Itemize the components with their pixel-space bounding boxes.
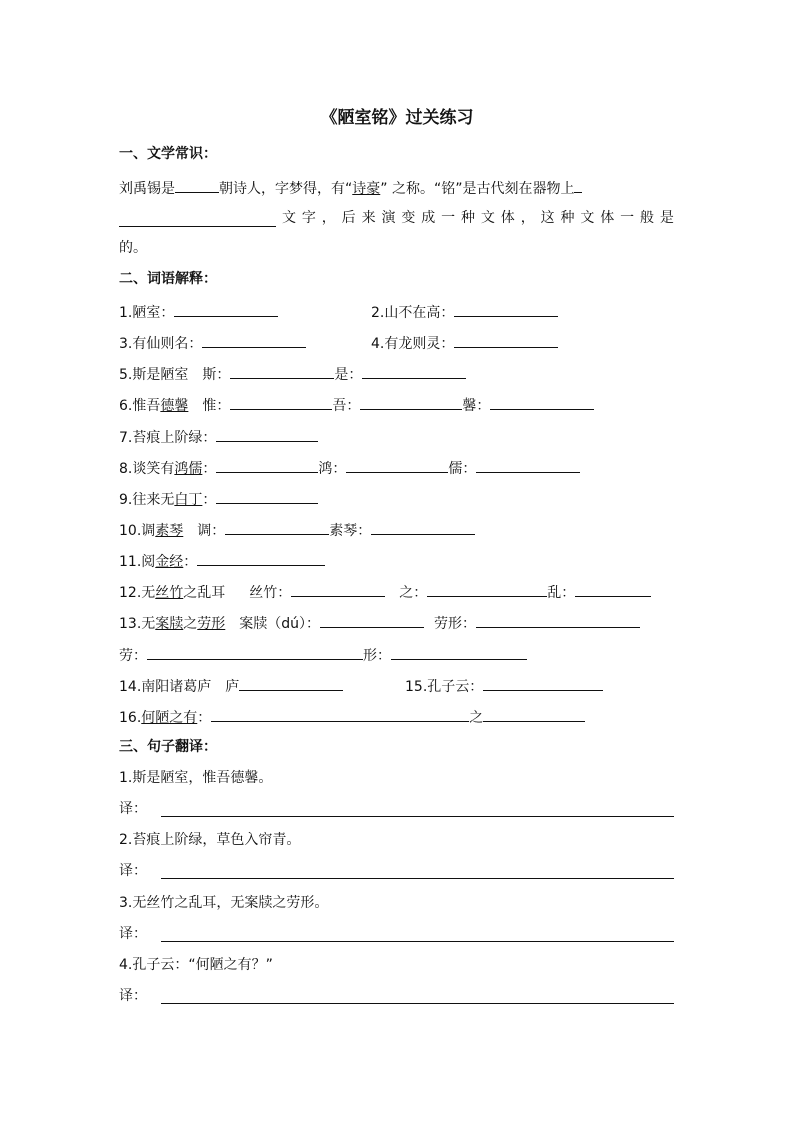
vocab-label: 3.有仙则名：: [119, 336, 203, 352]
vocab-item-15: [405, 675, 603, 697]
answer-blank[interactable]: [216, 426, 318, 442]
translation-question-4: 4.孔子云：“何陋之有？”: [119, 957, 273, 973]
literature-char: 文: [480, 210, 495, 226]
literature-char: 是: [659, 210, 674, 226]
section-heading-vocabulary: 二、词语解释：: [119, 271, 217, 287]
answer-blank[interactable]: [202, 332, 306, 348]
underlined-term: 诗豪: [352, 181, 381, 197]
vocab-item-1: [119, 301, 278, 323]
answer-blank[interactable]: [454, 301, 558, 317]
answer-blank[interactable]: [216, 457, 318, 473]
answer-blank[interactable]: [371, 519, 475, 535]
underlined-term: 丝竹: [155, 585, 184, 601]
vocab-label: 鸿：: [318, 461, 347, 477]
vocab-label: 之: [469, 710, 484, 726]
page-title: 《陋室铭》过关练习: [320, 108, 474, 128]
vocab-label: 儒：: [448, 461, 477, 477]
underlined-term: 白丁: [174, 492, 203, 508]
answer-blank[interactable]: [239, 675, 343, 691]
translation-question-3: 3.无丝竹之乱耳，无案牍之劳形。: [119, 895, 329, 911]
answer-blank[interactable]: [211, 706, 469, 722]
underlined-term: 何陋之有: [141, 710, 198, 726]
literature-char: 这: [540, 210, 555, 226]
literature-char: 种: [461, 210, 476, 226]
answer-blank[interactable]: [320, 612, 424, 628]
vocab-label: 调：: [183, 523, 226, 539]
answer-blank[interactable]: [574, 177, 582, 193]
vocab-label: ：: [202, 461, 217, 477]
vocab-label: 14.南阳诸葛庐 庐: [119, 679, 240, 695]
vocab-item-10: [119, 519, 475, 541]
literature-char: 来: [361, 210, 376, 226]
literature-char: 体: [500, 210, 515, 226]
vocab-label: 乱：: [547, 585, 576, 601]
vocab-label: 劳：: [119, 648, 147, 664]
translation-answer-line[interactable]: [161, 878, 674, 879]
translation-label: 译：: [119, 863, 147, 879]
vocab-label: 16.: [119, 710, 142, 726]
literature-char: 体: [600, 210, 615, 226]
vocab-label: 5.斯是陋室 斯：: [119, 367, 231, 383]
literature-char: ，: [520, 210, 535, 226]
literature-text: 刘禹锡是: [119, 181, 175, 197]
vocab-label: 12.无: [119, 585, 156, 601]
vocab-item-12: [119, 581, 651, 603]
translation-question-1: 1.斯是陋室，惟吾德馨。: [119, 770, 273, 786]
answer-blank[interactable]: [483, 675, 603, 691]
answer-blank[interactable]: [391, 644, 527, 660]
answer-blank[interactable]: [454, 332, 558, 348]
vocab-label: 11.阅: [119, 554, 156, 570]
literature-char: 文: [282, 210, 296, 226]
answer-blank[interactable]: [483, 706, 585, 722]
answer-blank[interactable]: [216, 488, 318, 504]
vocab-label: 之: [183, 616, 198, 632]
vocab-label: 7.苔痕上阶绿：: [119, 430, 217, 446]
vocab-label: 9.往来无: [119, 492, 175, 508]
vocab-item-3: [119, 332, 306, 354]
underlined-term: 案牍: [155, 616, 184, 632]
underlined-term: 德馨: [160, 398, 189, 414]
vocab-item-13: [119, 612, 640, 634]
answer-blank[interactable]: [362, 363, 466, 379]
vocab-label: 吾：: [332, 398, 361, 414]
answer-blank[interactable]: [119, 211, 276, 227]
section-heading-literature: 一、文学常识：: [119, 146, 217, 162]
literature-line-3: 的。: [119, 240, 147, 256]
vocab-item-5: [119, 363, 466, 385]
vocab-item-11: [119, 550, 325, 572]
answer-blank[interactable]: [490, 394, 594, 410]
literature-char: 演: [381, 210, 396, 226]
translation-label: 译：: [119, 801, 147, 817]
translation-label: 译：: [119, 988, 147, 1004]
translation-question-2: 2.苔痕上阶绿，草色入帘青。: [119, 832, 301, 848]
vocab-label: ：: [183, 554, 198, 570]
vocab-label: 案牍（dú）：: [239, 616, 321, 632]
answer-blank[interactable]: [174, 301, 278, 317]
vocab-label: 4.有龙则灵：: [371, 336, 455, 352]
vocab-label: 10.调: [119, 523, 156, 539]
underlined-term: 鸿儒: [174, 461, 203, 477]
literature-line-2: [119, 208, 674, 228]
vocab-item-13-continued: [119, 644, 527, 666]
vocab-item-7: [119, 426, 318, 448]
literature-char: 般: [640, 210, 655, 226]
literature-char: 文: [580, 210, 595, 226]
vocab-label: 2.山不在高：: [371, 305, 455, 321]
vocab-item-9: [119, 488, 318, 510]
vocab-item-4: [371, 332, 558, 354]
translation-answer-line[interactable]: [161, 941, 674, 942]
vocab-item-16: [119, 706, 585, 728]
underlined-term: 金经: [155, 554, 184, 570]
answer-blank[interactable]: [230, 363, 334, 379]
vocab-label: 6.惟吾: [119, 398, 161, 414]
vocab-item-6: [119, 394, 594, 416]
vocab-label: ：: [197, 710, 212, 726]
vocab-item-8: [119, 457, 580, 479]
answer-blank[interactable]: [197, 550, 325, 566]
underlined-term: 素琴: [155, 523, 184, 539]
answer-blank[interactable]: [575, 581, 651, 597]
vocab-label: 15.孔子云：: [405, 679, 484, 695]
answer-blank[interactable]: [230, 394, 332, 410]
answer-blank[interactable]: [360, 394, 462, 410]
answer-blank[interactable]: [346, 457, 448, 473]
literature-char: ，: [321, 210, 336, 226]
vocab-label: 1.陋室：: [119, 305, 175, 321]
literature-char: 变: [401, 210, 416, 226]
answer-blank[interactable]: [476, 457, 580, 473]
literature-char: 一: [620, 210, 635, 226]
literature-text: ” 之称。“铭”是古代刻在器物上: [380, 181, 575, 197]
vocab-label: 劳形：: [434, 616, 477, 632]
vocab-label: 形：: [363, 648, 391, 664]
vocab-item-2: [371, 301, 558, 323]
answer-blank[interactable]: [476, 612, 640, 628]
vocab-label: 素琴：: [329, 523, 372, 539]
translation-answer-line[interactable]: [161, 1003, 674, 1004]
literature-char: 后: [341, 210, 356, 226]
vocab-item-14: [119, 675, 343, 697]
vocab-label: 惟：: [188, 398, 231, 414]
answer-blank[interactable]: [147, 644, 363, 660]
vocab-label: 是：: [334, 367, 363, 383]
translation-label: 译：: [119, 926, 147, 942]
vocab-label: 之：: [399, 585, 428, 601]
answer-blank[interactable]: [225, 519, 329, 535]
underlined-term: 劳形: [197, 616, 226, 632]
vocab-label: 丝竹：: [249, 585, 292, 601]
vocab-label: 13.无: [119, 616, 156, 632]
literature-text: 朝诗人，字梦得，有“: [219, 181, 353, 197]
vocab-label: 8.谈笑有: [119, 461, 175, 477]
answer-blank[interactable]: [427, 581, 547, 597]
vocab-label: ：: [202, 492, 217, 508]
vocab-label: 之乱耳: [183, 585, 226, 601]
answer-blank[interactable]: [291, 581, 385, 597]
vocab-label: 馨：: [462, 398, 491, 414]
literature-char: 成: [421, 210, 436, 226]
literature-char: 字: [301, 210, 316, 226]
literature-char: 一: [441, 210, 456, 226]
section-heading-translation: 三、句子翻译：: [119, 739, 217, 755]
literature-char: 种: [560, 210, 575, 226]
translation-answer-line[interactable]: [161, 816, 674, 817]
answer-blank[interactable]: [175, 177, 219, 193]
literature-justified-text: [282, 208, 674, 228]
literature-line-1: [119, 177, 582, 199]
